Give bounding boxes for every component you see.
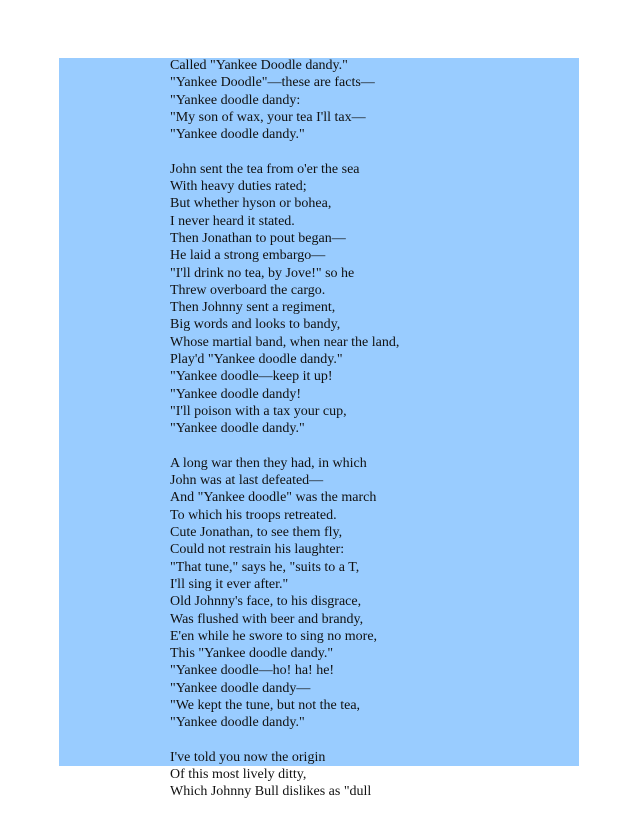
stanza-break bbox=[170, 732, 570, 749]
poem-line: "Yankee doodle dandy! bbox=[170, 386, 302, 402]
poem-text bbox=[170, 57, 570, 801]
poem-line: Threw overboard the cargo. bbox=[170, 282, 326, 298]
poem-line: I've told you now the origin bbox=[170, 749, 326, 765]
poem-line: Big words and looks to bandy, bbox=[170, 317, 341, 333]
stanza-break bbox=[170, 438, 570, 455]
poem-line: "Yankee doodle—ho! ha! he! bbox=[170, 663, 335, 679]
poem-line: John was at last defeated— bbox=[170, 473, 324, 489]
poem-line: Could not restrain his laughter: bbox=[170, 542, 345, 558]
poem-line: Called "Yankee Doodle dandy." bbox=[170, 58, 348, 73]
stanza bbox=[170, 161, 570, 438]
poem-line: "I'll drink no tea, by Jove!" so he bbox=[170, 265, 355, 281]
poem-line: Old Johnny's face, to his disgrace, bbox=[170, 594, 362, 610]
poem-line: I never heard it stated. bbox=[170, 213, 295, 229]
poem-line: A long war then they had, in which bbox=[170, 455, 367, 471]
poem-line: "Yankee doodle dandy— bbox=[170, 680, 311, 696]
poem-line: He laid a strong embargo— bbox=[170, 248, 326, 264]
poem-line: Then Johnny sent a regiment, bbox=[170, 300, 336, 316]
poem-line: "Yankee Doodle"—these are facts— bbox=[170, 75, 375, 91]
poem-line: To which his troops retreated. bbox=[170, 507, 337, 523]
poem-line: Then Jonathan to pout began— bbox=[170, 230, 346, 246]
poem-line: E'en while he swore to sing no more, bbox=[170, 628, 378, 644]
stanza-break bbox=[170, 143, 570, 160]
poem-line: "I'll poison with a tax your cup, bbox=[170, 403, 347, 419]
poem-line: This "Yankee doodle dandy." bbox=[170, 646, 334, 662]
poem-line: "Yankee doodle dandy." bbox=[170, 127, 305, 143]
poem-line: "That tune," says he, "suits to a T, bbox=[170, 559, 360, 575]
poem-line: Of this most lively ditty, bbox=[170, 767, 307, 783]
stanza bbox=[170, 749, 570, 801]
poem-line: "Yankee doodle—keep it up! bbox=[170, 369, 333, 385]
stanza bbox=[170, 455, 570, 732]
stanza bbox=[170, 57, 570, 143]
poem-line: "Yankee doodle dandy." bbox=[170, 715, 305, 731]
poem-line: With heavy duties rated; bbox=[170, 179, 307, 195]
poem-line: John sent the tea from o'er the sea bbox=[170, 161, 360, 177]
poem-line: "Yankee doodle dandy." bbox=[170, 421, 305, 437]
poem-line: "We kept the tune, but not the tea, bbox=[170, 697, 361, 713]
poem-line: "My son of wax, your tea I'll tax— bbox=[170, 109, 366, 125]
poem-line: Cute Jonathan, to see them fly, bbox=[170, 525, 343, 541]
poem-line: Whose martial band, when near the land, bbox=[170, 334, 400, 350]
poem-line: "Yankee doodle dandy: bbox=[170, 92, 301, 108]
poem-line: Was flushed with beer and brandy, bbox=[170, 611, 364, 627]
poem-line: But whether hyson or bohea, bbox=[170, 196, 332, 212]
poem-line: I'll sing it ever after." bbox=[170, 576, 289, 592]
poem-line: Play'd "Yankee doodle dandy." bbox=[170, 352, 343, 368]
poem-line: Which Johnny Bull dislikes as "dull bbox=[170, 784, 372, 800]
poem-line: And "Yankee doodle" was the march bbox=[170, 490, 377, 506]
